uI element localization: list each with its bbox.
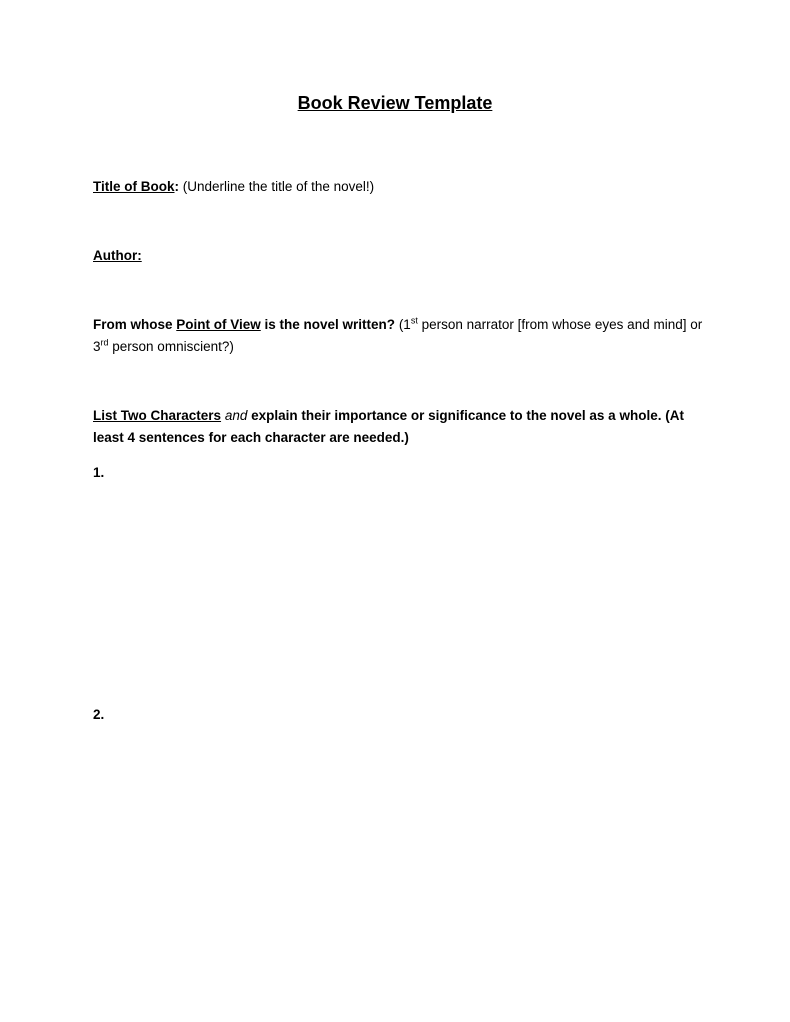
pov-hint-sup-rd: rd [100, 337, 109, 348]
pov-hint-2: person narrator [from whose eyes and mind] or 3 [93, 317, 703, 354]
pov-term: Point of View [176, 317, 261, 332]
title-of-book-colon: : [174, 179, 180, 194]
characters-label: List Two Characters [93, 408, 222, 423]
pov-hint-1: (1 [395, 317, 411, 332]
point-of-view-question [93, 314, 703, 358]
title-of-book-hint: (Underline the title of the novel!) [179, 179, 375, 194]
pov-hint-sup-st: st [410, 315, 418, 326]
title-of-book-label: Title of Book [93, 179, 175, 194]
author-line [93, 245, 703, 267]
characters-instruction [93, 405, 703, 449]
characters-and: and [224, 408, 248, 423]
page-title: Book Review Template [297, 93, 493, 113]
author-label: Author: [93, 248, 142, 263]
character-item-1: 1. [93, 465, 105, 480]
characters-instruction-rest: explain their importance or significance to the novel as a whole. (At least 4 sentences for each character are needed.) [93, 408, 684, 445]
pov-hint-3: person omniscient?) [108, 339, 234, 354]
pov-question-start: From whose [93, 317, 177, 332]
character-item-2: 2. [93, 707, 105, 722]
pov-question-end: is the novel written? [260, 317, 396, 332]
title-of-book-line [93, 176, 703, 198]
